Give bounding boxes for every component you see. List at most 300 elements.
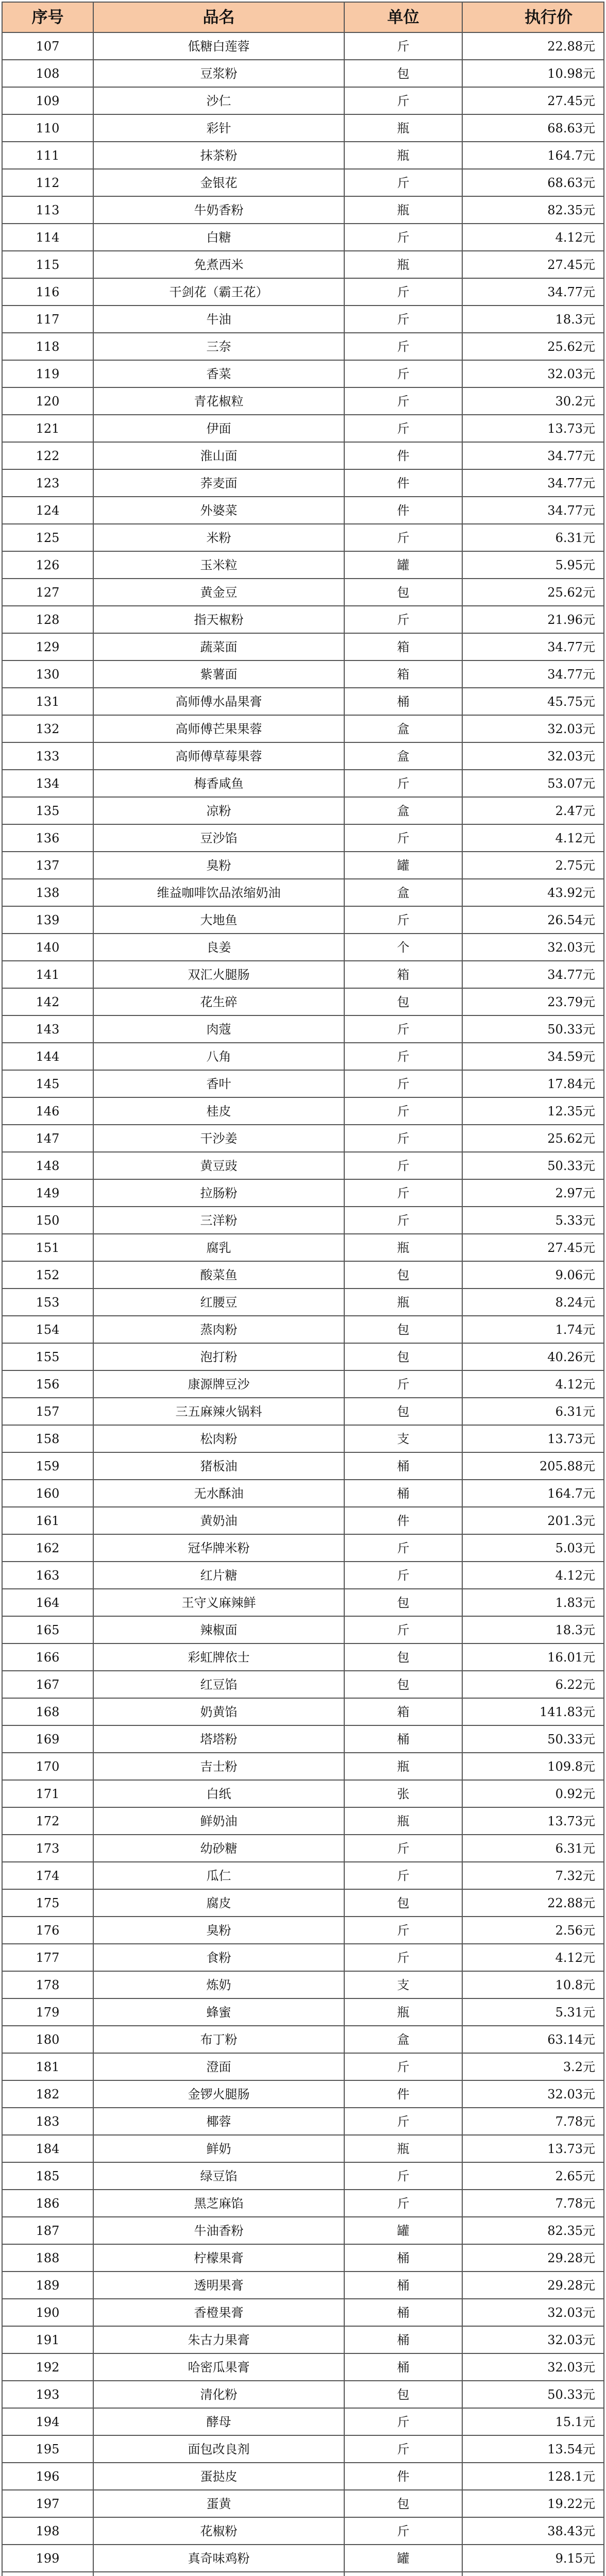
table-row (2, 2272, 604, 2299)
serial-number-cell: 199 (2, 2545, 93, 2572)
serial-number-cell: 198 (2, 2517, 93, 2545)
table-row (2, 1289, 604, 1316)
serial-number-cell: 170 (2, 1753, 93, 1780)
serial-number-cell: 165 (2, 1616, 93, 1643)
serial-number-cell: 111 (2, 142, 93, 169)
product-name-cell: 花生碎 (93, 988, 344, 1015)
unit-cell: 斤 (344, 2108, 462, 2135)
product-name-cell: 良姜 (93, 934, 344, 961)
price-cell: 201.3元 (462, 1507, 604, 1534)
product-name-cell: 澄面 (93, 2053, 344, 2080)
unit-cell: 箱 (344, 961, 462, 988)
serial-number-cell: 109 (2, 87, 93, 114)
serial-number-cell: 127 (2, 579, 93, 606)
table-row (2, 1316, 604, 1343)
serial-number-cell: 193 (2, 2381, 93, 2408)
price-cell: 26.54元 (462, 906, 604, 934)
table-row (2, 1671, 604, 1698)
serial-number-cell: 136 (2, 824, 93, 852)
serial-number-cell: 117 (2, 306, 93, 333)
product-name-cell: 鲜奶油 (93, 1807, 344, 1835)
table-header (2, 2, 604, 32)
serial-number-cell: 180 (2, 2026, 93, 2053)
table-row (2, 224, 604, 251)
table-row (2, 1589, 604, 1616)
table-row (2, 2053, 604, 2080)
product-name-cell: 双汇火腿肠 (93, 961, 344, 988)
serial-number-cell: 128 (2, 606, 93, 633)
serial-number-cell: 132 (2, 715, 93, 742)
serial-number-cell: 196 (2, 2463, 93, 2490)
table-row (2, 1753, 604, 1780)
unit-cell: 斤 (344, 906, 462, 934)
unit-cell: 包 (344, 1589, 462, 1616)
unit-cell: 斤 (344, 224, 462, 251)
product-name-cell: 白糖 (93, 224, 344, 251)
serial-number-cell: 171 (2, 1780, 93, 1807)
unit-cell: 斤 (344, 1534, 462, 1562)
serial-number-cell: 121 (2, 415, 93, 442)
unit-cell: 桶 (344, 2326, 462, 2353)
table-row (2, 879, 604, 906)
price-cell: 68.63元 (462, 114, 604, 142)
table-row (2, 1043, 604, 1070)
price-cell: 34.77元 (462, 660, 604, 688)
table-row (2, 1944, 604, 1971)
table-row (2, 1179, 604, 1207)
unit-cell: 桶 (344, 1452, 462, 1480)
product-name-cell: 猪板油 (93, 1452, 344, 1480)
unit-cell: 支 (344, 1971, 462, 1998)
serial-number-cell: 149 (2, 1179, 93, 1207)
price-cell: 128.1元 (462, 2463, 604, 2490)
unit-cell: 瓶 (344, 1807, 462, 1835)
product-name-cell (93, 2572, 344, 2576)
unit-cell: 斤 (344, 1370, 462, 1398)
price-cell: 32.03元 (462, 2299, 604, 2326)
table-row (2, 934, 604, 961)
table-row (2, 1370, 604, 1398)
price-cell: 50.33元 (462, 1015, 604, 1043)
price-cell: 34.77元 (462, 442, 604, 469)
unit-cell: 个 (344, 934, 462, 961)
table-row (2, 715, 604, 742)
serial-number-cell: 172 (2, 1807, 93, 1835)
unit-cell: 件 (344, 1507, 462, 1534)
unit-cell: 包 (344, 2490, 462, 2517)
table-row (2, 2244, 604, 2272)
unit-cell: 斤 (344, 1207, 462, 1234)
price-cell: 5.03元 (462, 1534, 604, 1562)
price-cell: 13.73元 (462, 2135, 604, 2162)
serial-number-cell: 184 (2, 2135, 93, 2162)
product-name-cell: 臭粉 (93, 852, 344, 879)
unit-cell: 瓶 (344, 1998, 462, 2026)
serial-number-cell: 148 (2, 1152, 93, 1179)
serial-number-cell (2, 2572, 93, 2576)
serial-number-cell: 153 (2, 1289, 93, 1316)
product-name-cell: 蜂蜜 (93, 1998, 344, 2026)
table-row (2, 87, 604, 114)
price-cell: 17.84元 (462, 1070, 604, 1097)
unit-cell: 瓶 (344, 114, 462, 142)
table-row (2, 1207, 604, 1234)
serial-number-cell: 192 (2, 2353, 93, 2381)
product-name-cell: 三奈 (93, 333, 344, 360)
price-cell: 5.95元 (462, 551, 604, 579)
serial-number-cell: 195 (2, 2435, 93, 2463)
product-name-cell: 幼砂糖 (93, 1835, 344, 1862)
product-name-cell: 吉士粉 (93, 1753, 344, 1780)
serial-number-cell: 145 (2, 1070, 93, 1097)
unit-cell: 斤 (344, 1862, 462, 1889)
product-name-cell: 无水酥油 (93, 1480, 344, 1507)
serial-number-cell: 139 (2, 906, 93, 934)
product-name-cell: 黑芝麻馅 (93, 2190, 344, 2217)
table-row (2, 1862, 604, 1889)
serial-number-cell: 118 (2, 333, 93, 360)
unit-cell: 斤 (344, 1944, 462, 1971)
table-row (2, 1234, 604, 1261)
serial-number-cell: 174 (2, 1862, 93, 1889)
header-row (2, 2, 604, 32)
unit-cell: 斤 (344, 32, 462, 60)
table-row (2, 1998, 604, 2026)
price-cell: 43.92元 (462, 879, 604, 906)
product-name-cell: 豆浆粉 (93, 60, 344, 87)
product-name-cell: 瓜仁 (93, 1862, 344, 1889)
price-cell: 10.98元 (462, 60, 604, 87)
product-name-cell: 沙仁 (93, 87, 344, 114)
serial-number-cell: 140 (2, 934, 93, 961)
price-cell: 25.62元 (462, 1125, 604, 1152)
price-cell: 21.96元 (462, 606, 604, 633)
table-row (2, 1643, 604, 1671)
price-cell: 4.12元 (462, 1370, 604, 1398)
product-name-cell: 牛油香粉 (93, 2217, 344, 2244)
serial-number-cell: 124 (2, 497, 93, 524)
price-cell: 2.75元 (462, 852, 604, 879)
product-name-cell: 荞麦面 (93, 469, 344, 497)
serial-number-cell: 122 (2, 442, 93, 469)
price-cell: 27.45元 (462, 1234, 604, 1261)
table-row (2, 306, 604, 333)
product-name-cell: 梅香咸鱼 (93, 770, 344, 797)
table-row (2, 2326, 604, 2353)
table-row (2, 742, 604, 770)
unit-cell: 桶 (344, 1480, 462, 1507)
table-row (2, 606, 604, 633)
serial-number-cell: 179 (2, 1998, 93, 2026)
price-cell (462, 2572, 604, 2576)
product-name-cell: 酸菜鱼 (93, 1261, 344, 1289)
table-row (2, 278, 604, 306)
serial-number-cell: 181 (2, 2053, 93, 2080)
table-row (2, 442, 604, 469)
product-name-cell: 黄金豆 (93, 579, 344, 606)
product-name-cell: 朱古力果膏 (93, 2326, 344, 2353)
table-row (2, 579, 604, 606)
serial-number-cell: 168 (2, 1698, 93, 1725)
serial-number-cell: 176 (2, 1917, 93, 1944)
price-cell: 1.74元 (462, 1316, 604, 1343)
unit-cell: 斤 (344, 360, 462, 387)
product-name-cell: 塔塔粉 (93, 1725, 344, 1753)
price-cell: 34.77元 (462, 497, 604, 524)
table-row (2, 2217, 604, 2244)
serial-number-cell: 186 (2, 2190, 93, 2217)
price-cell: 0.92元 (462, 1780, 604, 1807)
table-row (2, 961, 604, 988)
price-cell: 32.03元 (462, 742, 604, 770)
product-name-cell: 伊面 (93, 415, 344, 442)
serial-number-cell: 188 (2, 2244, 93, 2272)
serial-number-cell: 114 (2, 224, 93, 251)
table-row (2, 1971, 604, 1998)
serial-number-cell: 158 (2, 1425, 93, 1452)
price-cell: 18.3元 (462, 306, 604, 333)
table-row (2, 797, 604, 824)
table-row (2, 387, 604, 415)
product-name-cell: 紫薯面 (93, 660, 344, 688)
unit-cell: 桶 (344, 2272, 462, 2299)
table-row (2, 1425, 604, 1452)
price-cell: 5.33元 (462, 1207, 604, 1234)
table-row (2, 1480, 604, 1507)
serial-number-cell: 175 (2, 1889, 93, 1917)
table-row (2, 824, 604, 852)
price-cell: 7.78元 (462, 2108, 604, 2135)
product-name-cell: 牛奶香粉 (93, 196, 344, 224)
price-cell: 19.22元 (462, 2490, 604, 2517)
price-cell: 164.7元 (462, 1480, 604, 1507)
price-cell: 50.33元 (462, 1152, 604, 1179)
unit-cell: 箱 (344, 1698, 462, 1725)
table-row (2, 497, 604, 524)
table-row (2, 2080, 604, 2108)
price-cell: 32.03元 (462, 934, 604, 961)
product-name-cell: 花椒粉 (93, 2517, 344, 2545)
table-row (2, 770, 604, 797)
serial-number-cell: 164 (2, 1589, 93, 1616)
serial-number-cell: 161 (2, 1507, 93, 1534)
product-name-cell: 外婆菜 (93, 497, 344, 524)
price-cell: 6.31元 (462, 524, 604, 551)
price-cell: 4.12元 (462, 1562, 604, 1589)
unit-cell: 盒 (344, 879, 462, 906)
product-name-cell: 玉米粒 (93, 551, 344, 579)
product-name-cell: 凉粉 (93, 797, 344, 824)
serial-number-cell: 110 (2, 114, 93, 142)
unit-cell: 桶 (344, 688, 462, 715)
table-row (2, 469, 604, 497)
price-cell: 2.65元 (462, 2162, 604, 2190)
product-name-cell: 清化粉 (93, 2381, 344, 2408)
price-cell: 23.79元 (462, 988, 604, 1015)
table-row (2, 2299, 604, 2326)
serial-number-cell: 113 (2, 196, 93, 224)
price-cell: 30.2元 (462, 387, 604, 415)
price-cell: 34.77元 (462, 278, 604, 306)
unit-cell: 斤 (344, 2162, 462, 2190)
serial-number-cell: 178 (2, 1971, 93, 1998)
product-name-cell: 彩虹牌依士 (93, 1643, 344, 1671)
price-cell: 13.73元 (462, 1425, 604, 1452)
unit-cell: 包 (344, 1343, 462, 1370)
product-name-cell: 蛋黄 (93, 2490, 344, 2517)
unit-cell: 斤 (344, 87, 462, 114)
table-row (2, 2190, 604, 2217)
unit-cell: 斤 (344, 1125, 462, 1152)
price-cell: 32.03元 (462, 715, 604, 742)
serial-number-cell: 156 (2, 1370, 93, 1398)
product-name-cell: 大地鱼 (93, 906, 344, 934)
serial-number-cell: 144 (2, 1043, 93, 1070)
price-cell: 22.88元 (462, 32, 604, 60)
unit-cell: 斤 (344, 306, 462, 333)
price-cell: 4.12元 (462, 1944, 604, 1971)
unit-cell: 斤 (344, 387, 462, 415)
product-name-cell: 桂皮 (93, 1097, 344, 1125)
serial-number-cell: 134 (2, 770, 93, 797)
unit-cell: 件 (344, 469, 462, 497)
price-cell: 50.33元 (462, 1725, 604, 1753)
product-name-cell: 彩针 (93, 114, 344, 142)
serial-number-cell: 142 (2, 988, 93, 1015)
unit-cell: 斤 (344, 1152, 462, 1179)
table-row (2, 988, 604, 1015)
table-row (2, 551, 604, 579)
table-row (2, 196, 604, 224)
unit-cell: 斤 (344, 333, 462, 360)
serial-number-cell: 163 (2, 1562, 93, 1589)
price-cell: 27.45元 (462, 87, 604, 114)
price-cell: 6.22元 (462, 1671, 604, 1698)
unit-cell: 斤 (344, 2053, 462, 2080)
table-row (2, 524, 604, 551)
price-cell: 25.62元 (462, 333, 604, 360)
serial-number-cell: 135 (2, 797, 93, 824)
unit-cell: 斤 (344, 770, 462, 797)
price-cell: 12.35元 (462, 1097, 604, 1125)
product-name-cell: 蒸肉粉 (93, 1316, 344, 1343)
product-name-cell: 食粉 (93, 1944, 344, 1971)
price-cell: 4.12元 (462, 824, 604, 852)
unit-cell: 斤 (344, 2435, 462, 2463)
price-cell: 9.15元 (462, 2545, 604, 2572)
table-row (2, 1097, 604, 1125)
price-cell: 5.31元 (462, 1998, 604, 2026)
serial-number-cell: 129 (2, 633, 93, 660)
table-row (2, 852, 604, 879)
serial-number-cell: 146 (2, 1097, 93, 1125)
price-cell: 4.12元 (462, 224, 604, 251)
product-name-cell: 绿豆馅 (93, 2162, 344, 2190)
serial-number-cell: 154 (2, 1316, 93, 1343)
product-name-cell: 牛油 (93, 306, 344, 333)
serial-number-cell: 155 (2, 1343, 93, 1370)
product-name-cell: 米粉 (93, 524, 344, 551)
table-row (2, 1125, 604, 1152)
price-cell: 63.14元 (462, 2026, 604, 2053)
unit-cell: 包 (344, 2381, 462, 2408)
price-cell: 3.2元 (462, 2053, 604, 2080)
price-cell: 10.8元 (462, 1971, 604, 1998)
price-table (2, 2, 604, 2576)
product-name-cell: 真奇味鸡粉 (93, 2545, 344, 2572)
price-cell: 34.77元 (462, 469, 604, 497)
price-cell: 16.01元 (462, 1643, 604, 1671)
table-row (2, 660, 604, 688)
serial-number-cell: 133 (2, 742, 93, 770)
unit-cell: 斤 (344, 2408, 462, 2435)
table-row (2, 1807, 604, 1835)
price-cell: 7.32元 (462, 1862, 604, 1889)
price-cell: 27.45元 (462, 251, 604, 278)
product-name-cell: 臭粉 (93, 1917, 344, 1944)
unit-cell: 罐 (344, 852, 462, 879)
product-name-cell: 泡打粉 (93, 1343, 344, 1370)
unit-cell: 斤 (344, 1562, 462, 1589)
price-cell: 34.77元 (462, 961, 604, 988)
unit-cell: 包 (344, 1261, 462, 1289)
product-name-cell: 香菜 (93, 360, 344, 387)
table-row (2, 251, 604, 278)
serial-number-cell: 138 (2, 879, 93, 906)
price-cell: 68.63元 (462, 169, 604, 196)
serial-number-cell: 166 (2, 1643, 93, 1671)
unit-cell: 包 (344, 1671, 462, 1698)
unit-cell: 瓶 (344, 2135, 462, 2162)
table-row (2, 2162, 604, 2190)
unit-cell: 件 (344, 2080, 462, 2108)
price-cell: 205.88元 (462, 1452, 604, 1480)
unit-cell: 瓶 (344, 251, 462, 278)
table-row (2, 1507, 604, 1534)
table-row (2, 2408, 604, 2435)
product-name-cell: 豆沙馅 (93, 824, 344, 852)
unit-cell: 瓶 (344, 142, 462, 169)
table-row (2, 2381, 604, 2408)
price-cell: 29.28元 (462, 2272, 604, 2299)
header-unit: 单位 (344, 2, 462, 32)
table-row (2, 1398, 604, 1425)
serial-number-cell: 141 (2, 961, 93, 988)
product-name-cell: 奶黄馅 (93, 1698, 344, 1725)
price-cell: 13.73元 (462, 1807, 604, 1835)
unit-cell: 瓶 (344, 1289, 462, 1316)
serial-number-cell: 185 (2, 2162, 93, 2190)
serial-number-cell: 167 (2, 1671, 93, 1698)
serial-number-cell: 116 (2, 278, 93, 306)
price-cell: 22.88元 (462, 1889, 604, 1917)
table-row (2, 1835, 604, 1862)
serial-number-cell: 189 (2, 2272, 93, 2299)
product-name-cell: 蛋挞皮 (93, 2463, 344, 2490)
table-row (2, 1070, 604, 1097)
serial-number-cell: 183 (2, 2108, 93, 2135)
product-name-cell: 八角 (93, 1043, 344, 1070)
price-cell: 18.3元 (462, 1616, 604, 1643)
table-body (2, 32, 604, 2576)
product-name-cell: 金银花 (93, 169, 344, 196)
header-serial-number: 序号 (2, 2, 93, 32)
serial-number-cell: 169 (2, 1725, 93, 1753)
table-row (2, 2135, 604, 2162)
serial-number-cell: 123 (2, 469, 93, 497)
price-cell: 53.07元 (462, 770, 604, 797)
unit-cell: 罐 (344, 2545, 462, 2572)
